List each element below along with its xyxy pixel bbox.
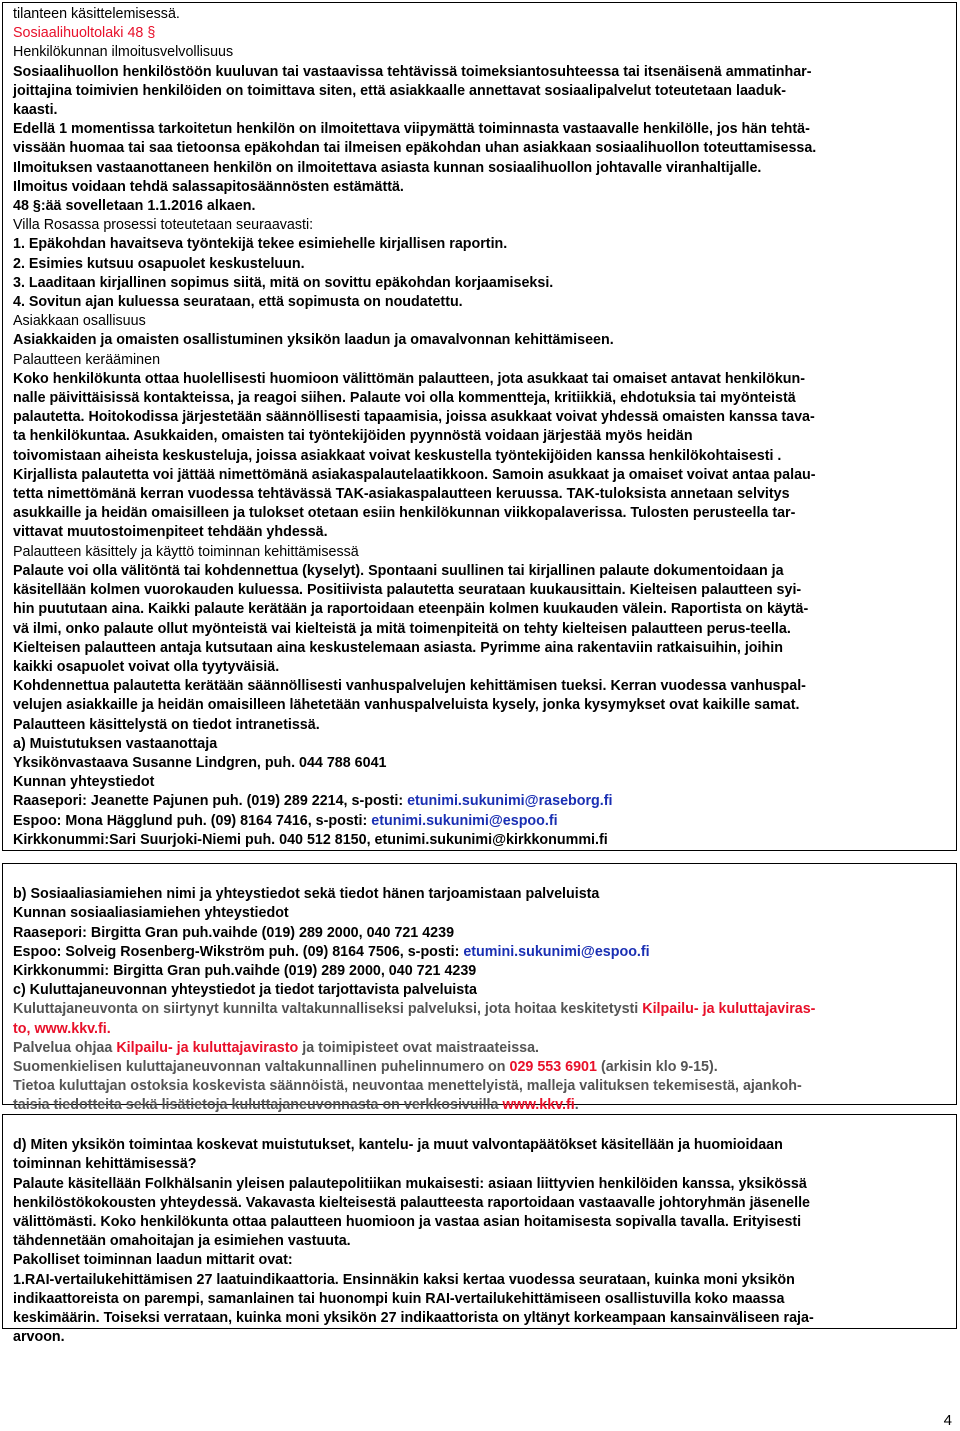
- list-item: 2. Esimies kutsuu osapuolet keskusteluun.: [13, 255, 305, 272]
- email-link[interactable]: etumini.sukunimi@espoo.fi: [463, 943, 650, 960]
- law-heading: Sosiaalihuoltolaki 48 §: [13, 25, 156, 42]
- text-line: Palautteen käsittelystä on tiedot intranetissä.: [13, 716, 320, 733]
- text-line: [13, 1058, 948, 1077]
- text-line: Villa Rosassa prosessi toteutetaan seuraavasti:: [13, 217, 314, 234]
- text-line: kaikki osapuolet voivat olla tyytyväisiä.: [13, 658, 280, 675]
- text-line: Kielteisen palautteen antaja kutsutaan aina keskustelemaan asiasta. Pyrimme aina rakentaviin ratkaisuihin, joihin: [13, 639, 783, 656]
- text-line: Pakolliset toiminnan laadun mittarit ovat:: [13, 1252, 293, 1269]
- section-heading: b) Sosiaaliasiamiehen nimi ja yhteystiedot sekä tiedot hänen tarjoamistaan palveluista: [13, 886, 600, 903]
- text-line: Sosiaalihuollon henkilöstöön kuuluvan tai vastaavissa tehtävissä toimeksiantosuhteessa tai itsenäisenä ammatinhar-: [13, 63, 812, 80]
- text-line: Yksikönvastaava Susanne Lindgren, puh. 044 788 6041: [13, 754, 387, 771]
- contact-line-raasepori: [13, 792, 948, 811]
- text-line: Palaute voi olla välitöntä tai kohdennettua (kyselyt). Spontaani suullinen tai kirjallinen palaute dokumentoidaan ja: [13, 562, 784, 579]
- contact-line-kirkkonummi: Kirkkonummi:Sari Suurjoki-Niemi puh. 040 512 8150, etunimi.sukunimi@kirkkonummi.fi: [13, 831, 608, 848]
- text-line: keskimäärin. Toiseksi verrataan, kuinka moni yksikön 27 indikaattorista on yltänyt korkeampaan kansainväliseen raja-: [13, 1310, 814, 1327]
- text-line: Koko henkilökunta ottaa huolellisesti huomioon välittömän palautteen, jota asukkaat tai omaiset antavat henkilökun-: [13, 370, 806, 387]
- document-section-1: [2, 2, 957, 851]
- contact-line-espoo: [13, 943, 948, 962]
- text-line: ta henkilökuntaa. Asukkaiden, omaisten tai työntekijöiden pyynnöstä voidaan järjestää myös heidän: [13, 428, 693, 445]
- section-heading: Asiakkaan osallisuus: [13, 313, 146, 330]
- text-line: Kirjallista palautetta voi jättää nimettömänä asiakaspalautelaatikkoon. Samoin asukkaat ja omaiset voivat antaa palau-: [13, 466, 816, 483]
- text-line: [13, 1039, 948, 1058]
- text-line: tetta nimettömänä kerran vuodessa tehtävässä TAK-asiakaspalautteen keruussa. TAK-tuloksista annetaan selvitys: [13, 486, 790, 503]
- text-line: [13, 1000, 948, 1019]
- text-segment: ja toimipisteet ovat maistraateissa.: [298, 1039, 540, 1056]
- text-line: [13, 1096, 948, 1115]
- section-heading: a) Muistutuksen vastaanottaja: [13, 735, 218, 752]
- contact-line-kirkkonummi: Kirkkonummi: Birgitta Gran puh.vaihde (019) 289 2000, 040 721 4239: [13, 963, 477, 979]
- text-line: vissään huomaa tai saa tietoonsa epäkohdan tai ilmeisen epäkohdan uhan asiakkaan sosiaalihuollon toteuttamisessa.: [13, 140, 817, 157]
- text-line: toivomistaan aiheista keskusteluja, joissa asiakkaat voivat keskustella työntekijöiden kanssa henkilökohtaisesti .: [13, 447, 782, 464]
- section-heading: Kunnan yhteystiedot: [13, 774, 155, 791]
- text-line: Tietoa kuluttajan ostoksia koskevista säännöistä, neuvontaa menettelyistä, malleja valituksen tekemisestä, ajankoh-: [13, 1078, 802, 1095]
- text-line: tähdennetään omahoitajan ja esimiehen vastuuta.: [13, 1233, 351, 1250]
- text-line: joittajina toimivien henkilöiden on toimittava siten, että asiakkaalle annettavat sosiaalipalvelut toteutetaan laaduk-: [13, 82, 787, 99]
- list-item: 4. Sovitun ajan kuluessa seurataan, että sopimusta on noudatettu.: [13, 294, 463, 311]
- text-line: 1.RAI-vertailukehittämisen 27 laatuindikaattoria. Ensinnäkin kaksi kertaa vuodessa seurataan, kuinka moni yksikön: [13, 1271, 795, 1288]
- agency-link[interactable]: Kilpailu- ja kuluttajavirasto: [116, 1039, 299, 1056]
- text-line: Ilmoituksen vastaanottaneen henkilön on ilmoitettava asiasta kunnan sosiaalihuollon johtavalle viranhaltijalle.: [13, 159, 762, 176]
- website-link[interactable]: www.kkv.fi: [502, 1097, 575, 1114]
- phone-number[interactable]: 029 553 6901: [509, 1059, 597, 1076]
- section-heading: Palautteen käsittely ja käyttö toiminnan kehittämisessä: [13, 543, 359, 560]
- contact-text: Espoo: Mona Hägglund puh. (09) 8164 7416, s-posti:: [13, 812, 372, 829]
- text-line: hin puututaan aina. Kaikki palaute kerätään ja raportoidaan eteenpäin kolmen kuukauden välein. Raportista on käytä-: [13, 601, 809, 618]
- email-link[interactable]: etunimi.sukunimi@espoo.fi: [371, 812, 558, 829]
- text-segment: Kuluttajaneuvonta on siirtynyt kunnilta valtakunnalliseksi palveluksi, jota hoitaa keskitetysti: [13, 1001, 643, 1018]
- text-line: välittömästi. Koko henkilökunta ottaa palautteen huomioon ja vastaa asian hoitamisesta sopivalla tavalla. Erityisesti: [13, 1214, 802, 1230]
- text-line: tilanteen käsittelemisessä.: [13, 6, 180, 22]
- text-line: vä ilmi, onko palaute ollut myönteistä vai kielteistä ja mitä toimenpiteitä on tehty kielteisen palautteen perus-teella.: [13, 620, 791, 637]
- section-heading: toiminnan kehittämisessä?: [13, 1156, 197, 1173]
- text-line: Kohdennettua palautetta kerätään säännöllisesti vanhuspalvelujen kehittämisen tueksi. Kerran vuodessa vanhuspal-: [13, 678, 806, 695]
- section-subheading: Kunnan sosiaaliasiamiehen yhteystiedot: [13, 905, 289, 922]
- section-heading: Palautteen kerääminen: [13, 351, 161, 368]
- text-line: Palaute käsitellään Folkhälsanin yleisen palautepolitiikan mukaisesti: asiaan liittyvien henkilöiden kanssa, yksikössä: [13, 1175, 807, 1192]
- text-line: vittavat muutostoimenpiteet tehdään yhdessä.: [13, 524, 328, 541]
- text-line: Asiakkaiden ja omaisten osallistuminen yksikön laadun ja omavalvonnan kehittämiseen.: [13, 332, 614, 349]
- text-line: velujen asiakkaille ja heidän omaisilleen lähetetään vanhuspalveluista kysely, jonka kysymykset ovat kaikille samat.: [13, 697, 800, 714]
- text-line: henkilöstökokousten yhteydessä. Vakavasta kielteisestä palautteesta raportoidaan vastaavalle johtoryhmän jäsenelle: [13, 1194, 810, 1211]
- text-segment: .: [574, 1097, 579, 1114]
- contact-text: Espoo: Solveig Rosenberg-Wikström puh. (09) 8164 7506, s-posti:: [13, 943, 464, 960]
- document-section-3: [2, 1114, 957, 1346]
- text-line: asukkaille ja heidän omaisilleen ja tulokset otetaan esiin henkilökunnan viikkopalaverissa. Tulosten perusteella tar-: [13, 505, 796, 522]
- text-line: nalle päivittäisissä kontakteissa, ja reagoi siihen. Palaute voi olla kommentteja, kritiikkiä, ehdotuksia tai myönteistä: [13, 390, 796, 407]
- agency-link[interactable]: to, www.kkv.fi.: [13, 1020, 111, 1037]
- text-line: 48 §:ää sovelletaan 1.1.2016 alkaen.: [13, 198, 256, 215]
- text-line: Ilmoitus voidaan tehdä salassapitosäännösten estämättä.: [13, 178, 404, 195]
- text-segment: taisia tiedotteita sekä lisätietoja kuluttajaneuvonnasta on verkkosivuilla: [13, 1097, 503, 1114]
- text-segment: Palvelua ohjaa: [13, 1039, 117, 1056]
- list-item: 3. Laaditaan kirjallinen sopimus siitä, mitä on sovittu epäkohdan korjaamiseksi.: [13, 274, 554, 291]
- section-heading: d) Miten yksikön toimintaa koskevat muistutukset, kantelu- ja muut valvontapäätökset käsitellään ja huomioidaan: [13, 1137, 783, 1154]
- text-line: käsitellään kolmen vuorokauden kuluessa. Positiivista palautetta seurataan kuukausittain. Kielteisen palautteen syi-: [13, 582, 802, 599]
- agency-link[interactable]: Kilpailu- ja kuluttajaviras-: [642, 1001, 816, 1018]
- email-link[interactable]: etunimi.sukunimi@raseborg.fi: [407, 793, 613, 810]
- contact-text: Raasepori: Jeanette Pajunen puh. (019) 289 2214, s-posti:: [13, 793, 408, 810]
- text-line: kaasti.: [13, 102, 58, 119]
- contact-line-raasepori: Raasepori: Birgitta Gran puh.vaihde (019) 289 2000, 040 721 4239: [13, 924, 455, 941]
- text-line: Edellä 1 momentissa tarkoitetun henkilön on ilmoitettava viipymättä toiminnasta vastaavalle henkilölle, jos hän tehtä-: [13, 121, 810, 138]
- page-number: 4: [943, 1412, 952, 1429]
- text-segment: Suomenkielisen kuluttajaneuvonnan valtakunnallinen puhelinnumero on: [13, 1059, 510, 1076]
- section-heading: c) Kuluttajaneuvonnan yhteystiedot ja tiedot tarjottavista palveluista: [13, 982, 477, 999]
- text-line: arvoon.: [13, 1329, 65, 1346]
- text-segment: (arkisin klo 9-15).: [596, 1059, 718, 1076]
- text-line: indikaattoreista on parempi, samanlainen tai huonompi kuin RAI-vertailukehittämiseen osallistuvilla koko maassa: [13, 1290, 785, 1307]
- contact-line-espoo: [13, 812, 948, 831]
- document-section-2: [2, 863, 957, 1114]
- list-item: 1. Epäkohdan havaitseva työntekijä tekee esimiehelle kirjallisen raportin.: [13, 236, 508, 253]
- section-subheading: Henkilökunnan ilmoitusvelvollisuus: [13, 44, 234, 61]
- text-line: palautetta. Hoitokodissa järjestetään säännöllisesti tapaamisia, joissa asukkaat voivat yhdessä omaisten kanssa tava-: [13, 409, 815, 426]
